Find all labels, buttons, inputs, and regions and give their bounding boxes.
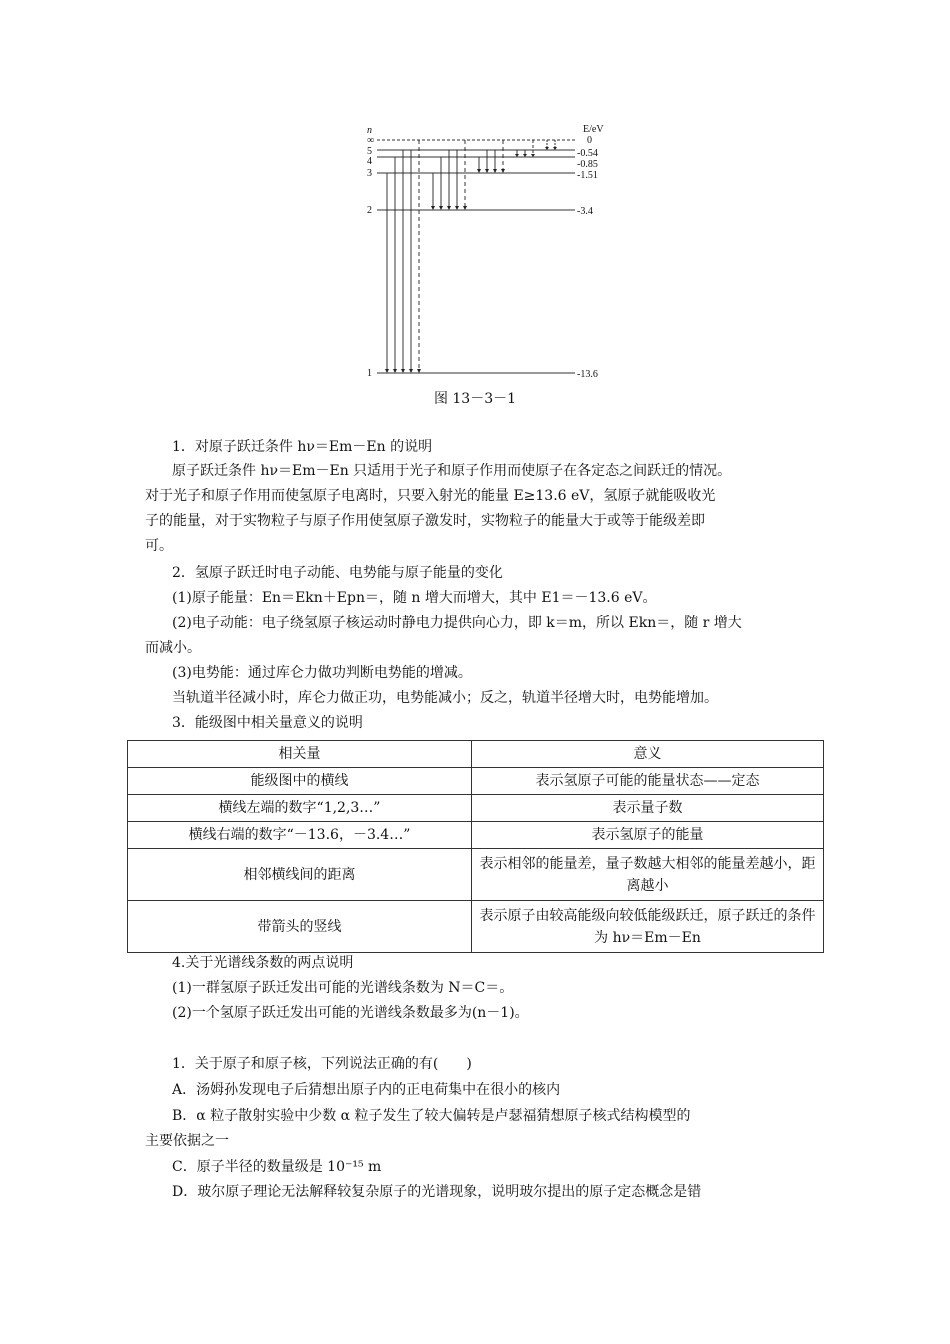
table-cell: 表示氢原子可能的能量状态——定态 bbox=[472, 768, 824, 795]
level-e-5: -0.54 bbox=[577, 148, 598, 159]
table-cell: 相邻横线间的距离 bbox=[128, 849, 472, 901]
table-row bbox=[128, 822, 824, 849]
section2-heading: 2．氢原子跃迁时电子动能、电势能与原子能量的变化 bbox=[172, 565, 503, 581]
table-row bbox=[128, 768, 824, 795]
table-header-cell: 意义 bbox=[472, 741, 824, 768]
transition-arrows bbox=[387, 140, 555, 371]
table-cell: 表示量子数 bbox=[472, 795, 824, 822]
level-n-1: 1 bbox=[367, 368, 372, 379]
section4-heading: 4.关于光谱线条数的两点说明 bbox=[172, 955, 354, 971]
table-header-row bbox=[128, 741, 824, 768]
section3-heading: 3．能级图中相关量意义的说明 bbox=[172, 715, 363, 731]
table-cell: 能级图中的横线 bbox=[128, 768, 472, 795]
axis-n-label: n bbox=[367, 125, 372, 136]
quantity-meaning-table bbox=[127, 740, 824, 953]
level-e-2: -3.4 bbox=[577, 206, 593, 217]
option-b-line1: B．α 粒子散射实验中少数 α 粒子发生了较大偏转是卢瑟福猜想原子核式结构模型的 bbox=[172, 1108, 691, 1124]
table-cell: 横线右端的数字“－13.6，－3.4…” bbox=[128, 822, 472, 849]
section2-item3: (3)电势能：通过库仑力做功判断电势能的增减。 bbox=[172, 665, 472, 681]
table-row bbox=[128, 849, 824, 901]
table-header-cell: 相关量 bbox=[128, 741, 472, 768]
option-d: D．玻尔原子理论无法解释较复杂原子的光谱现象，说明玻尔提出的原子定态概念是错 bbox=[172, 1184, 702, 1200]
section2-item2-line2: 而减小。 bbox=[145, 640, 201, 656]
table-row bbox=[128, 795, 824, 822]
section4-item2: (2)一个氢原子跃迁发出可能的光谱线条数最多为(n－1)。 bbox=[172, 1005, 529, 1021]
option-b-line2: 主要依据之一 bbox=[145, 1133, 229, 1149]
section2-item2-line1: (2)电子动能：电子绕氢原子核运动时静电力提供向心力，即 k＝m，所以 Ekn＝，随 r 增大 bbox=[172, 615, 742, 631]
section1-heading: 1．对原子跃迁条件 hν＝Em－En 的说明 bbox=[172, 439, 433, 455]
axis-e-label: E/eV bbox=[583, 124, 604, 135]
level-n-3: 3 bbox=[367, 168, 372, 179]
level-n-4: 4 bbox=[367, 156, 372, 167]
section1-para-line1: 原子跃迁条件 hν＝Em－En 只适用于光子和原子作用而使原子在各定态之间跃迁的情况。 bbox=[172, 463, 732, 479]
table-cell: 表示原子由较高能级向较低能级跃迁，原子跃迁的条件为 hν＝Em－En bbox=[472, 901, 824, 953]
section2-item1: (1)原子能量：En＝Ekn＋Epn＝，随 n 增大而增大，其中 E1＝－13.6 eV。 bbox=[172, 590, 657, 606]
level-e-3: -1.51 bbox=[577, 170, 598, 181]
section4-item1: (1)一群氢原子跃迁发出可能的光谱线条数为 N＝C＝。 bbox=[172, 980, 514, 996]
section2-item3-note: 当轨道半径减小时，库仑力做正功，电势能减小；反之，轨道半径增大时，电势能增加。 bbox=[172, 690, 718, 706]
level-e-inf: 0 bbox=[587, 135, 592, 146]
table-cell: 表示相邻的能量差，量子数越大相邻的能量差越小，距离越小 bbox=[472, 849, 824, 901]
section1-para-line3: 子的能量，对于实物粒子与原子作用使氢原子激发时，实物粒子的能量大于或等于能级差即 bbox=[145, 513, 705, 529]
level-n-5: 5 bbox=[367, 146, 372, 157]
question-stem: 1．关于原子和原子核，下列说法正确的有( ) bbox=[172, 1056, 472, 1072]
table-cell: 带箭头的竖线 bbox=[128, 901, 472, 953]
option-a: A．汤姆孙发现电子后猜想出原子内的正电荷集中在很小的核内 bbox=[172, 1082, 561, 1098]
section1-para-line4: 可。 bbox=[145, 538, 173, 554]
level-e-4: -0.85 bbox=[577, 159, 598, 170]
figure-caption: 图 13－3－1 bbox=[433, 391, 517, 407]
level-n-2: 2 bbox=[367, 205, 372, 216]
level-e-1: -13.6 bbox=[577, 369, 598, 380]
table-cell: 横线左端的数字“1,2,3…” bbox=[128, 795, 472, 822]
table-row bbox=[128, 901, 824, 953]
energy-level-diagram bbox=[355, 118, 625, 388]
section1-para-line2: 对于光子和原子作用而使氢原子电离时，只要入射光的能量 E≥13.6 eV，氢原子就能吸收光 bbox=[145, 488, 716, 504]
level-n-inf: ∞ bbox=[367, 135, 375, 146]
table-cell: 表示氢原子的能量 bbox=[472, 822, 824, 849]
option-c: C．原子半径的数量级是 10⁻¹⁵ m bbox=[172, 1159, 382, 1175]
